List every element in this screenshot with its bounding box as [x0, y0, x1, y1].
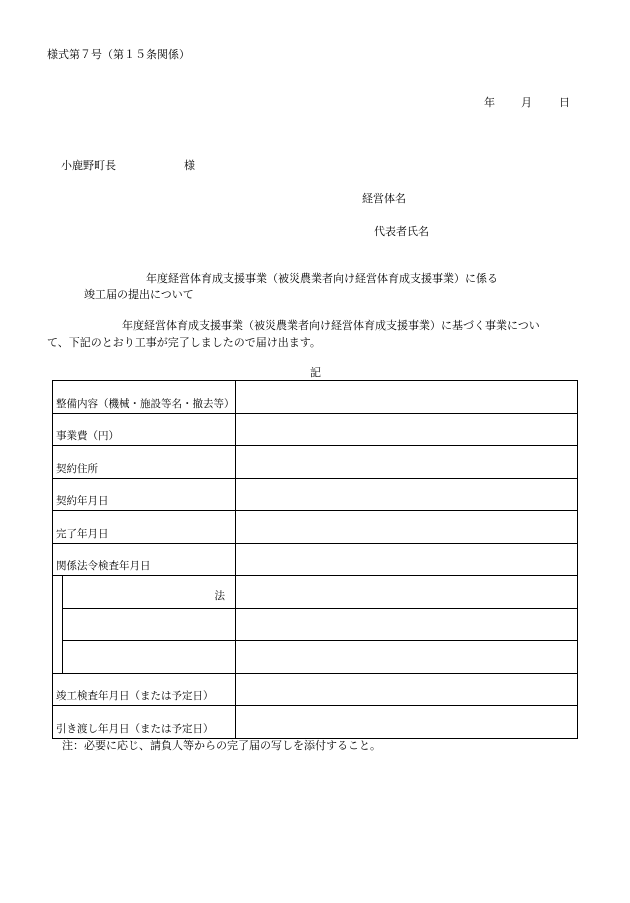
table-row: [53, 413, 578, 446]
form-number: 様式第７号（第１５条関係）: [47, 48, 190, 61]
note: 注：必要に応じ、請負人等からの完了届の写しを添付すること。: [62, 739, 381, 752]
ki-heading: 記: [310, 366, 321, 379]
body-line-1: 年度経営体育成支援事業（被災農業者向け経営体育成支援事業）に基づく事業につい: [122, 319, 540, 332]
row-label-completion-inspection: 竣工検査年月日（または予定日）: [56, 690, 214, 702]
row-value-completion-date[interactable]: [236, 511, 578, 544]
row-label-completion-date: 完了年月日: [56, 527, 109, 540]
addressee-honorific: 様: [184, 159, 195, 172]
row-value-inspection-date[interactable]: [236, 543, 578, 576]
row-value-maintenance[interactable]: [236, 381, 578, 414]
table-row: [53, 576, 578, 609]
row-label-contract-date: 契約年月日: [56, 495, 109, 507]
law-sub-cell-2[interactable]: [63, 608, 236, 641]
row-value-contract-address[interactable]: [236, 446, 578, 479]
row-value-handover[interactable]: [236, 706, 578, 739]
row-value-law-3[interactable]: [236, 641, 578, 674]
row-label-inspection-date: 関係法令検査年月日: [56, 560, 151, 572]
month-label: 月: [521, 96, 532, 109]
row-value-law-1[interactable]: [236, 576, 578, 609]
table-row: [53, 381, 578, 414]
table-row: [53, 608, 578, 641]
subject-line-1: 年度経営体育成支援事業（被災農業者向け経営体育成支援事業）に係る: [146, 272, 498, 285]
addressee-name: 小鹿野町長: [61, 159, 116, 172]
subject-line-2: 竣工届の提出について: [84, 288, 194, 301]
year-label: 年: [484, 96, 495, 109]
table-row: [53, 478, 578, 511]
row-value-contract-date[interactable]: [236, 478, 578, 511]
table-row: [53, 673, 578, 706]
table-row: [53, 706, 578, 739]
date-line: [484, 96, 574, 110]
table-row: [53, 511, 578, 544]
row-value-cost[interactable]: [236, 413, 578, 446]
body-line-2: て、下記のとおり工事が完了しましたので届け出ます。: [47, 336, 321, 349]
row-label-maintenance: 整備内容（機械・施設等名・撤去等）: [56, 397, 235, 410]
law-label: 法: [214, 589, 225, 602]
row-label-contract-address: 契約住所: [56, 462, 98, 475]
applicant-org-label: 経営体名: [362, 192, 406, 205]
table-row: [53, 446, 578, 479]
day-label: 日: [559, 96, 570, 109]
row-label-handover: 引き渡し年月日（または予定日）: [56, 722, 214, 735]
applicant-rep-label: 代表者氏名: [374, 225, 429, 238]
row-label-cost: 事業費（円）: [56, 430, 119, 442]
row-value-completion-inspection[interactable]: [236, 673, 578, 706]
law-sub-cell-3[interactable]: [63, 641, 236, 674]
table-row: [53, 641, 578, 674]
table-row: [53, 543, 578, 576]
row-value-law-2[interactable]: [236, 608, 578, 641]
completion-form-table: [52, 380, 578, 739]
